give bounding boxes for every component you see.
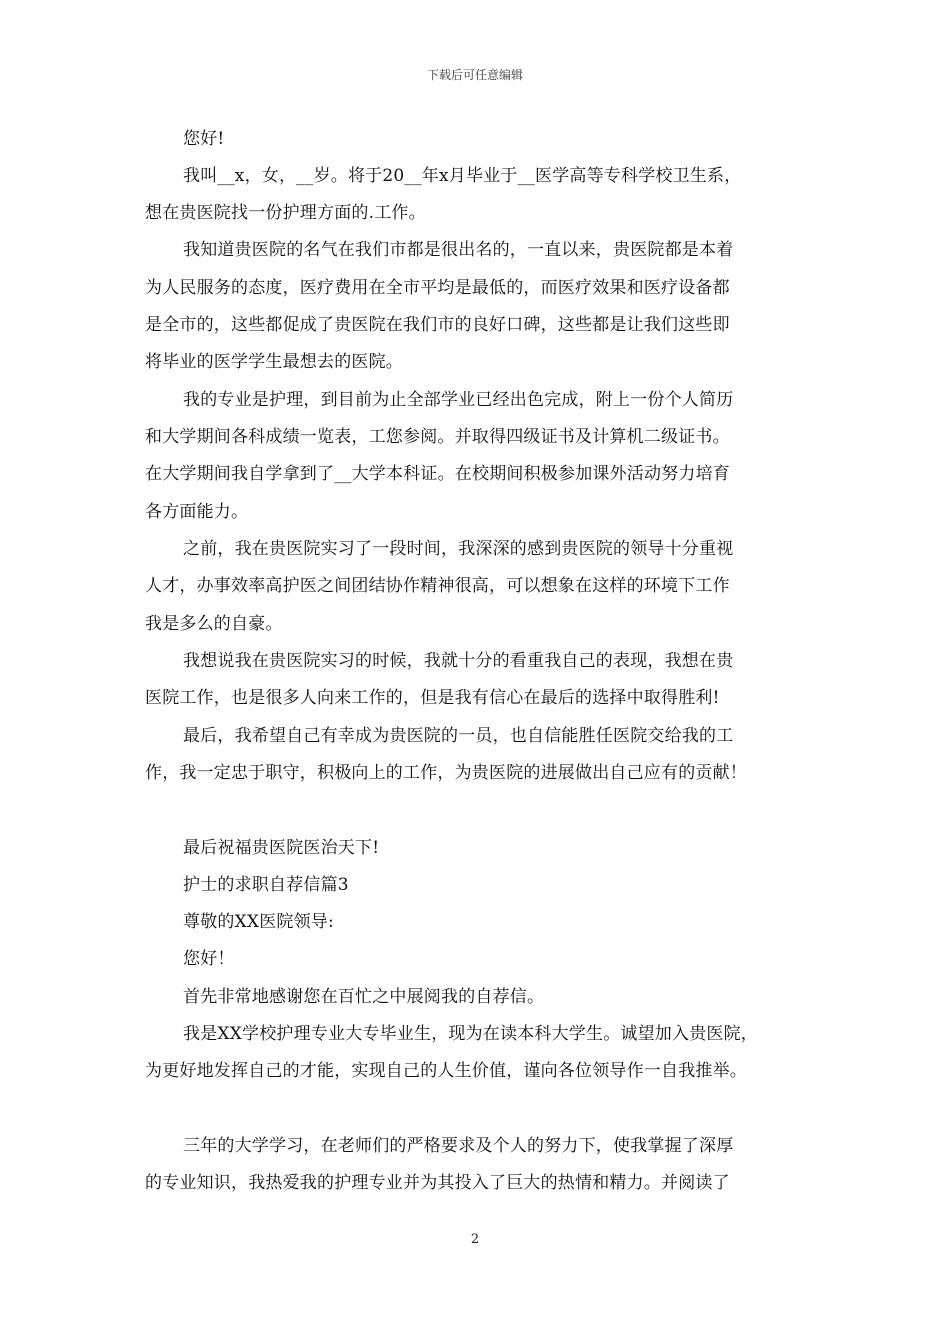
text-line: 人才，办事效率高护医之间团结协作精神很高，可以想象在这样的环境下工作 [145, 576, 730, 596]
text-line: 我叫__x，女，__岁。将于20__年x月毕业于__医学高等专科学校卫生系， [183, 166, 742, 186]
text-line: 为更好地发挥自己的才能，实现自己的人生价值，谨向各位领导作一自我推举。 [145, 1061, 747, 1081]
text-line: 是全市的，这些都促成了贵医院在我们市的良好口碑，这些都是让我们这些即 [145, 315, 730, 335]
text-line: 想在贵医院找一份护理方面的.工作。 [145, 203, 426, 223]
text-line: 医院工作，也是很多人向来工作的，但是我有信心在最后的选择中取得胜利! [145, 688, 720, 708]
text-line: 将毕业的医学学生最想去的医院。 [145, 352, 403, 372]
text-line: 各方面能力。 [145, 502, 249, 522]
text-line: 最后祝福贵医院医治天下! [183, 838, 380, 858]
text-line: 最后，我希望自己有幸成为贵医院的一员，也自信能胜任医院交给我的工 [183, 726, 734, 746]
text-line: 我知道贵医院的名气在我们市都是很出名的，一直以来，贵医院都是本着 [183, 240, 734, 260]
text-line: 之前，我在贵医院实习了一段时间，我深深的感到贵医院的领导十分重视 [183, 539, 734, 559]
page-header: 下载后可任意编辑 [426, 68, 523, 82]
page-number: 2 [470, 1232, 480, 1247]
text-line: 我的专业是护理，到目前为止全部学业已经出色完成，附上一份个人简历 [183, 390, 734, 410]
text-line: 和大学期间各科成绩一览表，工您参阅。并取得四级证书及计算机二级证书。 [145, 427, 730, 447]
text-line: 您好! [183, 129, 225, 149]
text-line: 我是多么的自豪。 [145, 614, 283, 634]
text-line: 首先非常地感谢您在百忙之中展阅我的自荐信。 [183, 987, 545, 1007]
section-title: 护士的求职自荐信篇3 [183, 875, 349, 895]
text-line: 我想说我在贵医院实习的时候，我就十分的看重我自己的表现，我想在贵 [183, 651, 734, 671]
text-line: 为人民服务的态度，医疗费用在全市平均是最低的，而医疗效果和医疗设备都 [145, 278, 730, 298]
text-line: 您好！ [183, 949, 235, 969]
text-line: 作，我一定忠于职守，积极向上的工作，为贵医院的进展做出自己应有的贡献！ [145, 763, 747, 783]
text-line: 三年的大学学习，在老师们的严格要求及个人的努力下，使我掌握了深厚 [183, 1136, 734, 1156]
text-line: 我是XX学校护理专业大专毕业生，现为在读本科大学生。诚望加入贵医院， [183, 1024, 759, 1044]
text-line: 的专业知识，我热爱我的护理专业并为其投入了巨大的热情和精力。并阅读了 [145, 1173, 730, 1193]
salutation: 尊敬的XX医院领导: [183, 912, 334, 932]
text-line: 在大学期间我自学拿到了__大学本科证。在校期间积极参加课外活动努力培育 [145, 464, 730, 484]
